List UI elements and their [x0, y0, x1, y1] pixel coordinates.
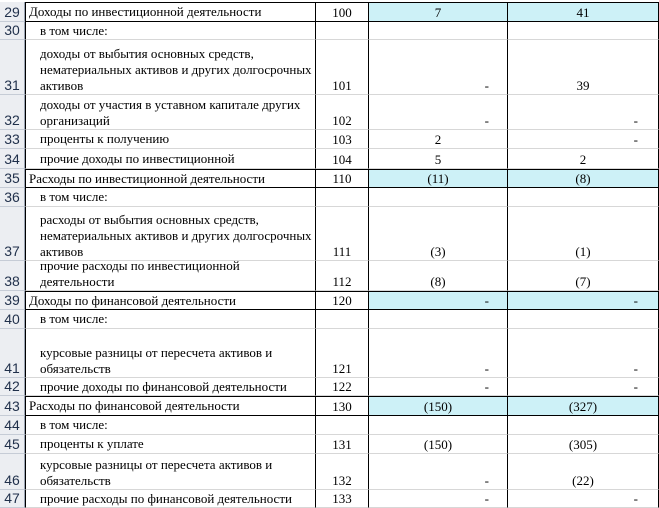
value-cell-period-2[interactable]: 41 — [508, 2, 659, 22]
line-item-cell[interactable] — [25, 95, 316, 130]
row-header[interactable]: 29 — [0, 2, 25, 22]
value-cell-period-2[interactable] — [508, 416, 659, 435]
line-item-text: в том числе: — [40, 189, 108, 204]
row-header[interactable]: 40 — [0, 310, 25, 329]
row-header[interactable]: 34 — [0, 149, 25, 169]
line-item-cell[interactable] — [25, 416, 316, 435]
line-code-cell[interactable]: 101 — [316, 40, 369, 95]
line-item-cell[interactable] — [25, 261, 316, 291]
line-item-text: доходы от выбытия основных средств, нематериальных активов и других долгосрочных активов — [40, 46, 312, 93]
line-code-cell[interactable] — [316, 22, 369, 40]
section-heading-cell[interactable] — [25, 2, 316, 22]
section-heading-cell[interactable] — [25, 291, 316, 310]
value-cell-period-2[interactable] — [508, 310, 659, 329]
value-cell-period-2[interactable]: - — [508, 95, 659, 130]
value-cell-period-1[interactable]: - — [369, 291, 508, 310]
line-item-cell[interactable] — [25, 188, 316, 207]
value-cell-period-1[interactable]: - — [369, 40, 508, 95]
line-item-text: проценты к получению — [40, 131, 170, 146]
row-header[interactable]: 44 — [0, 416, 25, 435]
line-item-text: в том числе: — [40, 22, 108, 38]
line-code-cell[interactable] — [316, 310, 369, 329]
line-code-cell[interactable]: 100 — [316, 2, 369, 22]
line-item-text: Доходы по инвестиционной деятельности — [29, 4, 262, 19]
line-code-cell[interactable]: 104 — [316, 149, 369, 169]
value-cell-period-1[interactable]: (8) — [369, 261, 508, 291]
line-item-cell[interactable] — [25, 130, 316, 149]
line-code-cell[interactable]: 130 — [316, 396, 369, 416]
value-cell-period-1[interactable]: - — [369, 95, 508, 130]
line-item-cell[interactable] — [25, 490, 316, 508]
line-item-cell[interactable] — [25, 40, 316, 95]
value-cell-period-1[interactable] — [369, 188, 508, 207]
value-cell-period-2[interactable] — [508, 188, 659, 207]
row-header[interactable]: 38 — [0, 261, 25, 291]
line-item-text: доходы от участия в уставном капитале других организаций — [40, 97, 301, 128]
value-cell-period-1[interactable]: (150) — [369, 435, 508, 454]
value-cell-period-1[interactable]: 2 — [369, 130, 508, 149]
value-cell-period-2[interactable]: (327) — [508, 396, 659, 416]
row-header[interactable]: 39 — [0, 291, 25, 310]
value-cell-period-2[interactable]: (305) — [508, 435, 659, 454]
line-item-text: прочие расходы по финансовой деятельности — [40, 490, 292, 506]
value-cell-period-2[interactable]: - — [508, 130, 659, 149]
value-cell-period-1[interactable]: - — [369, 329, 508, 378]
line-item-cell[interactable] — [25, 149, 316, 169]
value-cell-period-1[interactable]: (11) — [369, 169, 508, 188]
row-header[interactable]: 41 — [0, 329, 25, 378]
line-code-cell[interactable]: 103 — [316, 130, 369, 149]
line-item-cell[interactable] — [25, 329, 316, 378]
line-code-cell[interactable] — [316, 416, 369, 435]
value-cell-period-1[interactable]: 5 — [369, 149, 508, 169]
row-header[interactable]: 32 — [0, 95, 25, 130]
row-header[interactable]: 46 — [0, 454, 25, 490]
line-item-text: прочие доходы по финансовой деятельности — [40, 378, 287, 394]
line-item-text: курсовые разницы от пересчета активов и обязательств — [40, 345, 273, 376]
row-header[interactable]: 36 — [0, 188, 25, 207]
value-cell-period-2[interactable]: (8) — [508, 169, 659, 188]
value-cell-period-2[interactable]: (7) — [508, 261, 659, 291]
row-header[interactable]: 31 — [0, 40, 25, 95]
section-heading-cell[interactable] — [25, 396, 316, 416]
row-header[interactable]: 30 — [0, 22, 25, 40]
line-item-cell[interactable] — [25, 378, 316, 396]
line-item-text: расходы от выбытия основных средств, нематериальных активов и других долгосрочных активов — [40, 212, 312, 259]
line-code-cell[interactable]: 132 — [316, 454, 369, 490]
line-item-text: Расходы по инвестиционной деятельности — [29, 170, 265, 186]
line-item-cell[interactable] — [25, 310, 316, 329]
value-cell-period-1[interactable]: - — [369, 490, 508, 508]
line-item-text: в том числе: — [40, 311, 108, 326]
value-cell-period-2[interactable]: - — [508, 329, 659, 378]
value-cell-period-2[interactable]: (22) — [508, 454, 659, 490]
value-cell-period-1[interactable]: (3) — [369, 207, 508, 261]
value-cell-period-1[interactable]: (150) — [369, 396, 508, 416]
row-header[interactable]: 45 — [0, 435, 25, 454]
value-cell-period-1[interactable] — [369, 22, 508, 40]
line-code-cell[interactable]: 121 — [316, 329, 369, 378]
value-cell-period-2[interactable]: - — [508, 291, 659, 310]
row-header[interactable]: 37 — [0, 207, 25, 261]
value-cell-period-2[interactable]: 39 — [508, 40, 659, 95]
line-code-cell[interactable]: 110 — [316, 169, 369, 188]
line-code-cell[interactable]: 120 — [316, 291, 369, 310]
line-item-text: курсовые разницы от пересчета активов и обязательств — [40, 457, 273, 488]
value-cell-period-1[interactable] — [369, 416, 508, 435]
line-item-text: прочие доходы по инвестиционной — [40, 150, 235, 166]
line-item-text: Доходы по финансовой деятельности — [29, 292, 236, 308]
row-header[interactable]: 35 — [0, 169, 25, 188]
row-header[interactable]: 33 — [0, 130, 25, 149]
line-item-text: прочие расходы по инвестиционной деятельности — [40, 261, 240, 289]
row-header[interactable]: 43 — [0, 396, 25, 416]
line-item-text: Расходы по финансовой деятельности — [29, 398, 240, 413]
line-item-text: в том числе: — [40, 417, 108, 432]
value-cell-period-1[interactable]: - — [369, 454, 508, 490]
value-cell-period-1[interactable] — [369, 310, 508, 329]
value-cell-period-2[interactable]: 2 — [508, 149, 659, 169]
line-code-cell[interactable]: 102 — [316, 95, 369, 130]
line-code-cell[interactable] — [316, 188, 369, 207]
row-header[interactable]: 47 — [0, 490, 25, 508]
line-code-cell[interactable]: 131 — [316, 435, 369, 454]
line-item-cell[interactable] — [25, 22, 316, 40]
line-code-cell[interactable]: 111 — [316, 207, 369, 261]
line-code-cell[interactable]: 122 — [316, 378, 369, 396]
line-code-cell[interactable]: 133 — [316, 490, 369, 508]
line-item-text: проценты к уплате — [40, 436, 144, 451]
line-code-cell[interactable]: 112 — [316, 261, 369, 291]
value-cell-period-1[interactable]: 7 — [369, 2, 508, 22]
value-cell-period-2[interactable] — [508, 22, 659, 40]
line-item-cell[interactable] — [25, 435, 316, 454]
line-item-cell[interactable] — [25, 454, 316, 490]
value-cell-period-1[interactable]: - — [369, 378, 508, 396]
section-heading-cell[interactable] — [25, 169, 316, 188]
value-cell-period-2[interactable]: - — [508, 378, 659, 396]
line-item-cell[interactable] — [25, 207, 316, 261]
row-header[interactable]: 42 — [0, 378, 25, 396]
value-cell-period-2[interactable]: - — [508, 490, 659, 508]
value-cell-period-2[interactable]: (1) — [508, 207, 659, 261]
